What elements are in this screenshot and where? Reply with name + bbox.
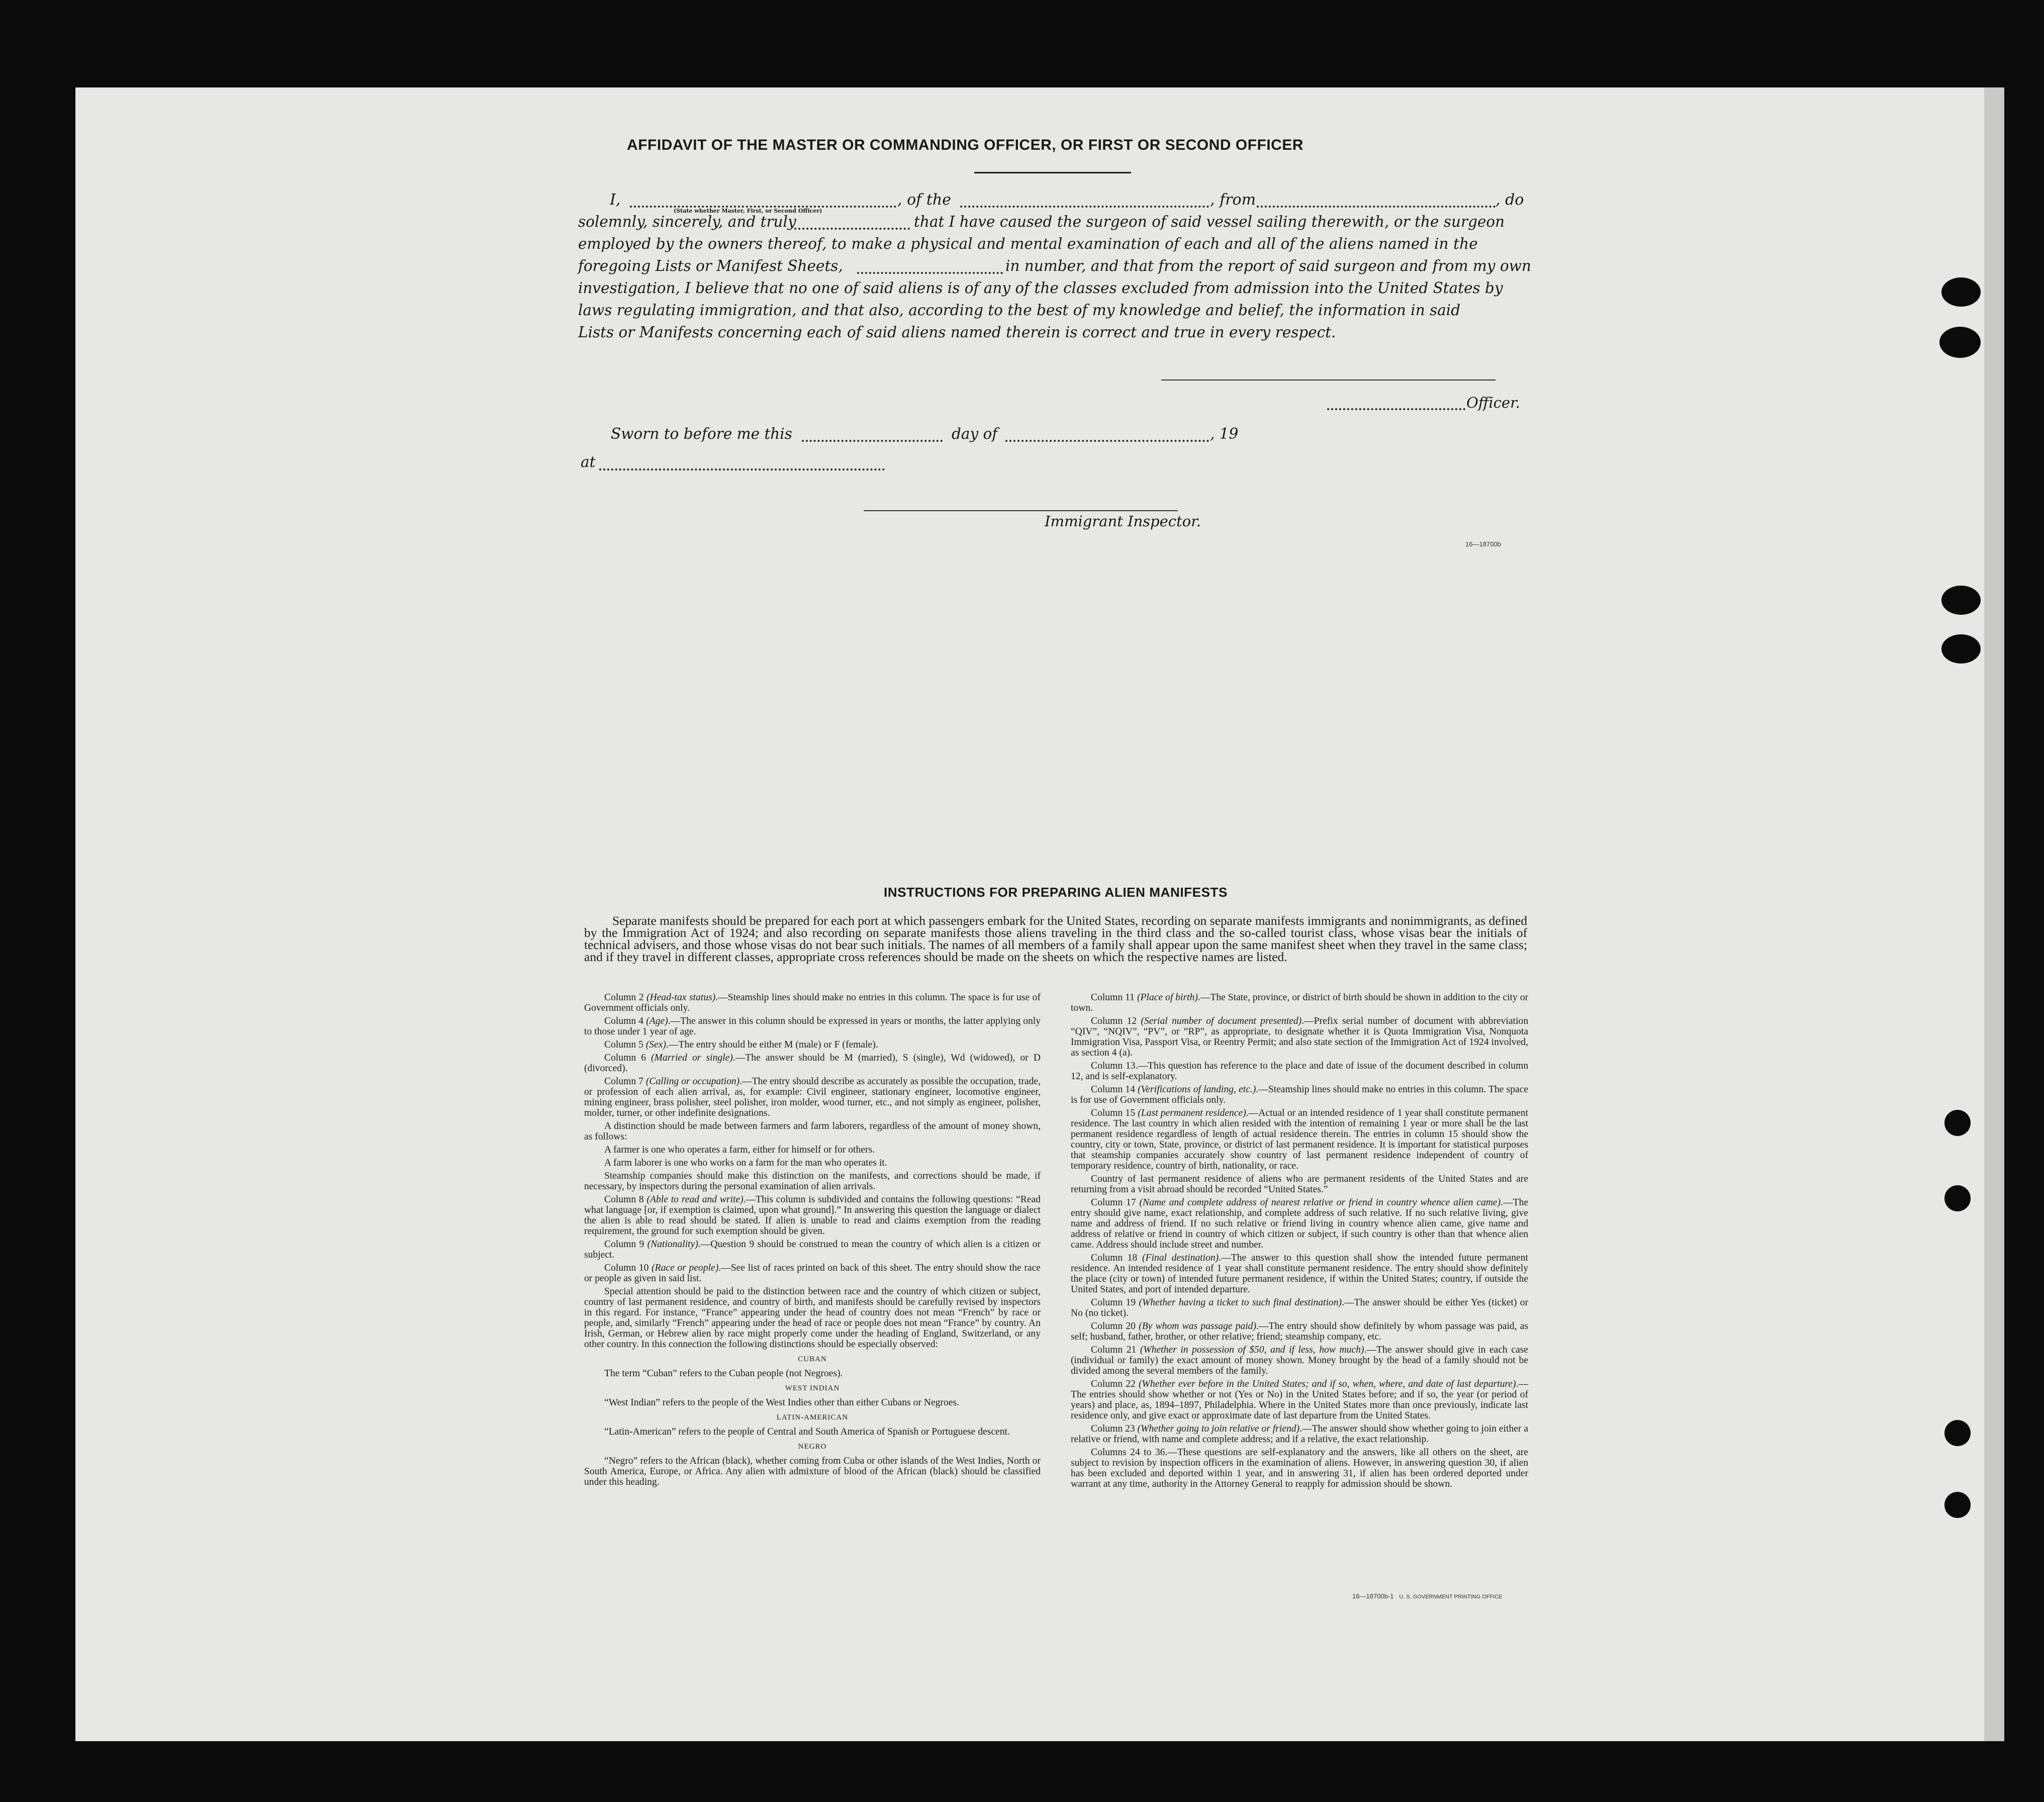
footer-code	[1352, 1592, 1502, 1600]
instruction-paragraph: Column 14 (Verifications of landing, etc.).—Steamship lines should make no entries in this column. The space is for use of Government officials only.	[1071, 1084, 1528, 1105]
instruction-paragraph: Column 21 (Whether in possession of $50, and if less, how much).—The answer should give in each case (individual or family) the exact amount of money shown. Money brought by the head of a family should not be divided among the several members of the family.	[1071, 1345, 1528, 1376]
instruction-paragraph: Column 6 (Married or single).—The answer should be M (married), S (single), Wd (widowed), or D (divorced).	[584, 1053, 1041, 1074]
instruction-paragraph: Column 22 (Whether ever before in the United States; and if so, when, where, and date of last departure).—The entries should show whether or not (Yes or No) in the United States before; and if so, the year (or period of years) and place, as, 1894–1897, Philadelphia. Where in the United States more than once previously, indicate last residence only, and give exact or approximate date of last departure from the United States.	[1071, 1379, 1528, 1421]
form-code: 16—18700b	[1465, 540, 1501, 548]
affidavit-line1-i: I,	[610, 191, 621, 209]
punch-hole	[1944, 1420, 1971, 1446]
instruction-paragraph: Country of last permanent residence of aliens who are permanent residents of the United States and are returning from a visit abroad should be recorded “United States.”	[1071, 1174, 1528, 1195]
punch-hole	[1941, 634, 1981, 663]
instruction-paragraph: Columns 24 to 36.—These questions are self-explanatory and the answers, like all others on the sheet, are subject to revision by inspection officers in the examination of aliens. However, in answering question 30, if alien has been excluded and deported within 1 year, and in answering 31, if alien has been ordered deported under warrant at any time, authority in the Attorney General to reapply for admission should be shown.	[1071, 1447, 1528, 1489]
instruction-paragraph: A farmer is one who operates a farm, either for himself or for others.	[604, 1145, 875, 1155]
instruction-paragraph: Column 4 (Age).—The answer in this column should be expressed in years or months, the latter applying only to those under 1 year of age.	[584, 1016, 1041, 1037]
instruction-paragraph: Column 18 (Final destination).—The answer to this question shall show the intended future permanent residence. An intended residence of 1 year shall constitute permanent residence. The entry should show definitely the place (city or town) of intended future permanent residence, if within the United States; country, if outside the United States, and port of intended departure.	[1071, 1253, 1528, 1295]
note-state-whether: (State whether Master, First, or Second Officer)	[674, 208, 822, 214]
officer-label: Officer.	[1466, 394, 1520, 411]
inspector-signature-line[interactable]	[864, 510, 1178, 511]
instruction-paragraph: Column 23 (Whether going to join relative or friend).—The answer should show whether going to join either a relative or friend, with name and complete address; and if a relative, the exact relationship.	[1071, 1424, 1529, 1445]
instruction-paragraph: Column 12 (Serial number of document presented).—Prefix serial number of document with abbreviation “QIV”, “NQIV”, “PV”, or “RP”, as appropriate, to designate whether it is Quota Immigration Visa, Nonquota Immigration Visa, Passport Visa, or Reentry Permit; and also state section of the Immigration Act of 1924 involved, as section 4 (a).	[1071, 1016, 1528, 1058]
instruction-paragraph: Column 20 (By whom was passage paid).—The entry should show definitely by whom passage was paid, as self; husband, father, brother, or other relative; friend; steamship company, etc.	[1071, 1321, 1528, 1342]
instructions-title: INSTRUCTIONS FOR PREPARING ALIEN MANIFESTS	[884, 885, 1228, 900]
instruction-paragraph: Special attention should be paid to the distinction between race and the country of which citizen or subject, country of last permanent residence, and country of birth, and manifests should be carefully revised by inspectors in this regard. For instance, “France” appearing under the head of country does not mean “French” by race or people, and, similarly “French” appearing under the head of race or people does not mean “France” by country. An Irish, German, or Hebrew alien by race might properly come under the heading of England, Switzerland, or any other country. In this connection the following distinctions should be especially observed:	[584, 1286, 1041, 1350]
sworn-day-field[interactable]	[802, 440, 943, 442]
affidavit-line2-a: solemnly, sincerely, and truly	[578, 213, 796, 230]
instruction-paragraph: A distinction should be made between farmers and farm laborers, regardless of the amount of money shown, as follows:	[584, 1121, 1041, 1142]
sworn-text-c: , 19	[1210, 425, 1239, 442]
affidavit-line1-of: , of the	[897, 191, 951, 209]
affidavit-line3: employed by the owners thereof, to make a physical and mental examination of each and all of the aliens named in the	[578, 235, 1478, 252]
port-from-field[interactable]	[1257, 206, 1496, 208]
section-heading: NEGRO	[798, 1443, 827, 1451]
instruction-paragraph: Column 7 (Calling or occupation).—The entry should describe as accurately as possible the occupation, trade, or profession of each alien arrival, as, for example: Civil engineer, stationary engineer, locomotive engineer, mining engineer, brass polisher, steel polisher, iron molder, wood turner, etc., and not simply as engineer, polisher, molder, turner, or other indefinite designations.	[584, 1076, 1041, 1118]
instruction-paragraph: Column 11 (Place of birth).—The State, province, or district of birth should be shown in addition to the city or town.	[1071, 992, 1529, 1013]
title-rule	[974, 172, 1131, 173]
footer-printing-office: U. S. GOVERNMENT PRINTING OFFICE	[1399, 1594, 1503, 1600]
punch-hole	[1941, 586, 1981, 615]
section-heading: WEST INDIAN	[785, 1384, 840, 1392]
affidavit-line6: laws regulating immigration, and that also, according to the best of my knowledge and belief, the information in said	[578, 302, 1461, 319]
inspector-label: Immigrant Inspector.	[1045, 513, 1201, 530]
affidavit-line2-b: that I have caused the surgeon of said vessel sailing therewith, or the surgeon	[914, 213, 1505, 230]
instruction-paragraph: Column 15 (Last permanent residence).—Actual or an intended residence of 1 year shall constitute permanent residence. The last country in which alien resided with the intention of remaining 1 year or more shall be the last permanent residence regardless of length of actual residence therein. The entries in column 15 should show the country, city or town, State, province, or district of last permanent residence. It is important for statistical purposes that steamship companies accurately show country of last permanent residence independent of country of temporary residence, country of birth, nationality, or race.	[1071, 1108, 1528, 1171]
instruction-paragraph: “West Indian” refers to the people of the West Indies other than either Cubans or Negroes.	[604, 1397, 959, 1408]
officer-title-field[interactable]	[1327, 408, 1465, 410]
manifest-count-field[interactable]	[857, 272, 1003, 274]
surgeon-field[interactable]	[794, 228, 910, 230]
instruction-paragraph: The term “Cuban” refers to the Cuban people (not Negroes).	[604, 1368, 843, 1379]
instruction-paragraph: “Negro” refers to the African (black), whether coming from Cuba or other islands of the West Indies, North or South America, Europe, or Africa. Any alien with admixture of blood of the African (black) should be classified under this heading.	[584, 1456, 1041, 1487]
instruction-paragraph: Column 9 (Nationality).—Question 9 should be construed to mean the country of which alien is a citizen or subject.	[584, 1239, 1041, 1260]
section-heading: CUBAN	[798, 1355, 827, 1363]
instructions-intro: Separate manifests should be prepared for each port at which passengers embark for the United States, recording on separate manifests immigrants and nonimmigrants, as defined by the Immigration Act of 1924; and also recording on separate manifests those aliens traveling in the third class and the so-called tourist class, whose visas bear the initials of technical advisers, and those whose visas do not bear such initials. The names of all members of a family shall appear upon the same manifest sheet when they travel in the same class; and if they travel in different classes, appropriate cross references should be made on the sheets on which the respective names are listed.	[584, 913, 1527, 964]
affidavit-line1-do: , do	[1496, 191, 1524, 209]
instruction-paragraph: Column 2 (Head-tax status).—Steamship lines should make no entries in this column. The space is for use of Government officials only.	[584, 992, 1041, 1013]
instructions-right-column	[1071, 992, 1528, 1492]
punch-hole	[1944, 1185, 1971, 1211]
punch-hole	[1944, 1492, 1971, 1518]
affidavit-line1-from: , from	[1210, 191, 1256, 209]
officer-signature-line[interactable]	[1161, 380, 1496, 381]
affidavit-line7: Lists or Manifests concerning each of said aliens named therein is correct and true in every respect.	[578, 324, 1336, 341]
page-edge-strip	[1984, 87, 2004, 1741]
affidavit-line5: investigation, I believe that no one of said aliens is of any of the classes excluded from admission into the United States by	[578, 279, 1503, 297]
punch-hole	[1939, 327, 1981, 358]
instruction-paragraph: Column 17 (Name and complete address of nearest relative or friend in country whence alien came).—The entry should give name, exact relationship, and complete address of such relative. If no such relative living, give name and address of friend. If no such relative or friend living in country whence alien came, give name and address of relative or friend in country of which citizen or subject, if such country is other than that whence alien came. Address should include street and number.	[1071, 1197, 1528, 1250]
instructions-left-column	[584, 992, 1041, 1490]
sworn-month-field[interactable]	[1005, 440, 1209, 442]
instruction-paragraph: Column 13.—This question has reference to the place and date of issue of the document described in column 12, and is self-explanatory.	[1071, 1061, 1528, 1082]
punch-hole	[1941, 277, 1981, 307]
affidavit-title: AFFIDAVIT OF THE MASTER OR COMMANDING OFFICER, OR FIRST OR SECOND OFFICER	[627, 137, 1304, 153]
instruction-paragraph: “Latin-American” refers to the people of Central and South America of Spanish or Portuguese descent.	[604, 1427, 1010, 1437]
punch-hole	[1944, 1110, 1971, 1136]
instruction-paragraph: Column 8 (Able to read and write).—This column is subdivided and contains the following questions: “Read what language [or, if exemption is claimed, upon what ground].” In answering this question the language or dialect the alien is able to read should be stated. If alien is unable to read and claims exemption from the reading requirement, the ground for such exemption should be given.	[584, 1194, 1041, 1237]
affidavit-line4-b: in number, and that from the report of said surgeon and from my own	[1005, 257, 1531, 274]
at-label: at	[581, 453, 596, 470]
at-place-field[interactable]	[599, 468, 885, 470]
vessel-name-field[interactable]	[960, 206, 1209, 208]
affidavit-line4-a: foregoing Lists or Manifest Sheets,	[578, 257, 843, 274]
section-heading: LATIN-AMERICAN	[776, 1413, 849, 1421]
instruction-paragraph: A farm laborer is one who works on a farm for the man who operates it.	[604, 1158, 887, 1168]
footer-form-number: 16—18700b-1	[1352, 1592, 1394, 1600]
instruction-paragraph: Column 19 (Whether having a ticket to such final destination).—The answer should be either Yes (ticket) or No (no ticket).	[1071, 1297, 1528, 1318]
instruction-paragraph: Column 5 (Sex).—The entry should be either M (male) or F (female).	[604, 1039, 878, 1050]
instruction-paragraph: Steamship companies should make this distinction on the manifests, and corrections should be made, if necessary, by inspectors during the personal examination of alien arrivals.	[584, 1171, 1041, 1192]
sworn-text-a: Sworn to before me this	[611, 425, 792, 442]
sworn-text-b: day of	[952, 425, 998, 442]
instruction-paragraph: Column 10 (Race or people).—See list of races printed on back of this sheet. The entry should show the race or people as given in said list.	[584, 1263, 1041, 1284]
